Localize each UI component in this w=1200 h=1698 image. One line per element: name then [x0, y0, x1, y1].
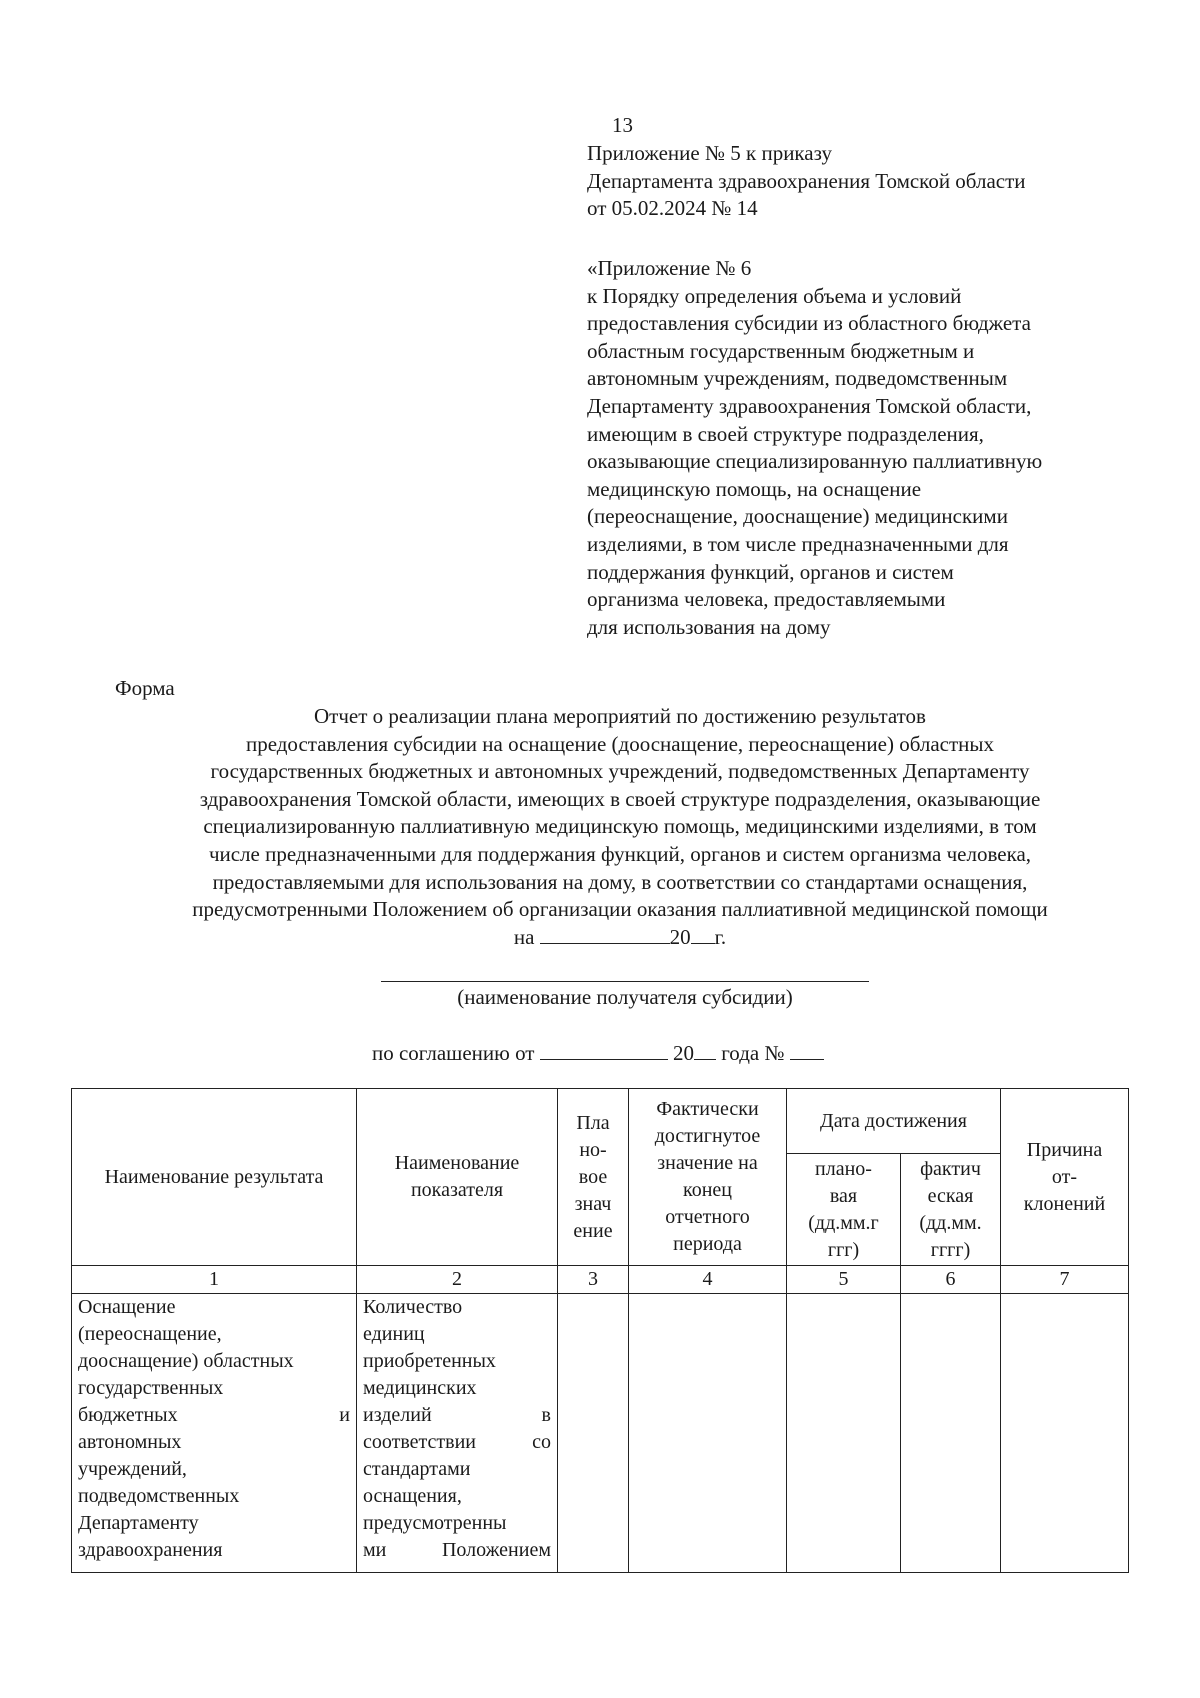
header-line: плано- [815, 1157, 872, 1180]
header-line: знач [574, 1192, 612, 1215]
report-title-line: государственных бюджетных и автономных учреждений, подведомственных Департаменту [210, 759, 1030, 784]
appendix-header-line: Департамента здравоохранения Томской области [587, 168, 1026, 193]
header-line: периода [673, 1233, 742, 1255]
cell-line: здравоохранения [78, 1539, 223, 1561]
report-title-line: Отчет о реализации плана мероприятий по достижению результатов [314, 704, 926, 728]
cell-actual-value[interactable] [629, 1294, 787, 1573]
appendix-quote-line: «Приложение № 6 [587, 256, 752, 280]
header-line: ггг) [827, 1238, 860, 1261]
appendix-quote-line: автономным учреждениям, подведомственным [587, 366, 1008, 391]
column-number: 3 [558, 1266, 629, 1294]
header-line: отчетного [665, 1206, 750, 1228]
cell-indicator-name [357, 1294, 558, 1573]
column-number: 2 [357, 1266, 558, 1294]
header-line: фактич [920, 1157, 981, 1180]
appendix-quote [587, 255, 1042, 641]
report-year-blank[interactable] [691, 925, 715, 944]
report-title-line: предусмотренными Положением об организации оказания паллиативной медицинской помощи [192, 897, 1048, 922]
column-number: 7 [1001, 1266, 1129, 1294]
appendix-quote-line: поддержания функций, органов и систем [587, 559, 954, 584]
cell-line: медицинских [363, 1377, 477, 1399]
cell-line: подведомственных [78, 1485, 240, 1507]
column-number: 6 [901, 1266, 1001, 1294]
report-title-line: здравоохранения Томской области, имеющих в своей структуре подразделения, оказывающие [199, 786, 1041, 811]
header-line: гггг) [930, 1238, 971, 1261]
cell-planned-date[interactable] [787, 1294, 901, 1573]
column-number: 4 [629, 1266, 787, 1294]
header-line: вая [829, 1184, 858, 1207]
appendix-quote-line: медицинскую помощь, на оснащение [587, 476, 922, 501]
appendix-header-line: Приложение № 5 к приказу [587, 141, 832, 165]
report-title-line: предоставления субсидии на оснащение (дооснащение, переоснащение) областных [245, 731, 995, 756]
appendix-quote-line: оказывающие специализированную паллиативную [587, 449, 1043, 474]
header-result-name [72, 1089, 357, 1266]
header-line: еская [927, 1184, 974, 1207]
header-line: клонений [1023, 1192, 1106, 1215]
report-date-suffix: г. [714, 924, 727, 949]
page-number: 13 [612, 113, 633, 137]
agreement-year-blank[interactable] [694, 1041, 716, 1060]
form-label: Форма [115, 676, 175, 700]
header-line: Причина [1026, 1138, 1103, 1161]
cell-line: Оснащение [78, 1296, 176, 1318]
agreement-suffix: года № [721, 1041, 785, 1065]
recipient-name-field[interactable] [381, 981, 869, 982]
appendix-quote-line: имеющим в своей структуре подразделения, [587, 421, 984, 446]
cell-line: Департаменту [78, 1512, 199, 1534]
appendix-header-line: от 05.02.2024 № 14 [587, 196, 758, 221]
header-achievement-date: Дата достижения [787, 1089, 1001, 1154]
appendix-quote-line: Департаменту здравоохранения Томской области, [587, 393, 1032, 418]
cell-line: Количество [363, 1296, 463, 1318]
header-line: (дд.мм.г [808, 1211, 879, 1234]
cell-line: предусмотренны [363, 1512, 507, 1534]
header-line: вое [578, 1165, 608, 1188]
appendix-quote-line: областным государственным бюджетным и [587, 338, 975, 363]
appendix-quote-line: для использования на дому [587, 614, 831, 639]
header-deviation-reason [1001, 1089, 1129, 1266]
report-title-line: числе предназначенными для поддержания функций, органов и систем организма человека, [208, 841, 1032, 866]
report-date-prefix: на [513, 924, 535, 949]
header-indicator-name [357, 1089, 558, 1266]
cell-line: дооснащение) областных [78, 1350, 294, 1372]
report-title-line: специализированную паллиативную медицинскую помощь, медицинскими изделиями, в том [203, 814, 1037, 839]
appendix-quote-line: (переоснащение, дооснащение) медицинскими [587, 504, 1008, 529]
cell-line: изделий в [363, 1404, 551, 1426]
header-line: (дд.мм. [919, 1211, 982, 1234]
report-date-line [100, 924, 1140, 952]
cell-line: учреждений, [78, 1458, 187, 1480]
appendix-quote-line: к Порядку определения объема и условий [587, 283, 962, 308]
cell-line: государственных [78, 1377, 224, 1399]
appendix-quote-line: организма человека, предоставляемыми [587, 587, 946, 612]
column-number-row [72, 1266, 1129, 1294]
appendix-header [587, 140, 1026, 223]
cell-result-name [72, 1294, 357, 1573]
header-line: Пла [576, 1111, 610, 1134]
report-title [100, 703, 1140, 951]
agreement-year: 20 [672, 1041, 694, 1065]
header-planned-date [787, 1154, 901, 1266]
column-number: 1 [72, 1266, 357, 1294]
cell-deviation-reason[interactable] [1001, 1294, 1129, 1573]
appendix-quote-line: предоставления субсидии из областного бюджета [587, 311, 1031, 336]
header-line: значение на [657, 1152, 758, 1174]
header-line: конец [683, 1179, 732, 1201]
cell-line: соответствии со [363, 1431, 551, 1453]
cell-line: автономных [78, 1431, 182, 1453]
cell-line: единиц [363, 1323, 425, 1345]
cell-line: приобретенных [363, 1350, 496, 1372]
header-line: но- [579, 1138, 607, 1161]
cell-line: бюджетных и [78, 1404, 350, 1426]
header-actual-date [901, 1154, 1001, 1266]
cell-line: стандартами [363, 1458, 471, 1480]
header-line: ение [573, 1219, 613, 1242]
header-line: достигнутое [654, 1125, 761, 1147]
header-planned-value [558, 1089, 629, 1266]
header-actual-value [629, 1089, 787, 1266]
table-row [72, 1294, 1129, 1573]
agreement-date-blank[interactable] [540, 1041, 668, 1060]
cell-line: (переоснащение, [78, 1323, 222, 1345]
report-date-blank[interactable] [540, 925, 670, 944]
header-line: Фактически [656, 1098, 759, 1120]
header-result-name-text: Наименование результата [104, 1165, 324, 1188]
header-indicator-name-text: Наименование показателя [394, 1152, 520, 1201]
appendix-quote-line: изделиями, в том числе предназначенными для [587, 531, 1009, 556]
cell-line: ми Положением [363, 1539, 551, 1561]
agreement-prefix: по соглашению от [372, 1041, 535, 1065]
report-date-year: 20 [669, 924, 691, 949]
report-table [71, 1088, 1129, 1573]
header-line: от- [1051, 1165, 1078, 1188]
cell-planned-value[interactable] [558, 1294, 629, 1573]
agreement-number-blank[interactable] [790, 1041, 824, 1060]
cell-actual-date[interactable] [901, 1294, 1001, 1573]
cell-line: оснащения, [363, 1485, 462, 1507]
report-title-line: предоставляемыми для использования на дому, в соответствии со стандартами оснащения, [212, 869, 1028, 894]
agreement-line [372, 1040, 824, 1068]
column-number: 5 [787, 1266, 901, 1294]
recipient-caption: (наименование получателя субсидии) [457, 985, 793, 1009]
